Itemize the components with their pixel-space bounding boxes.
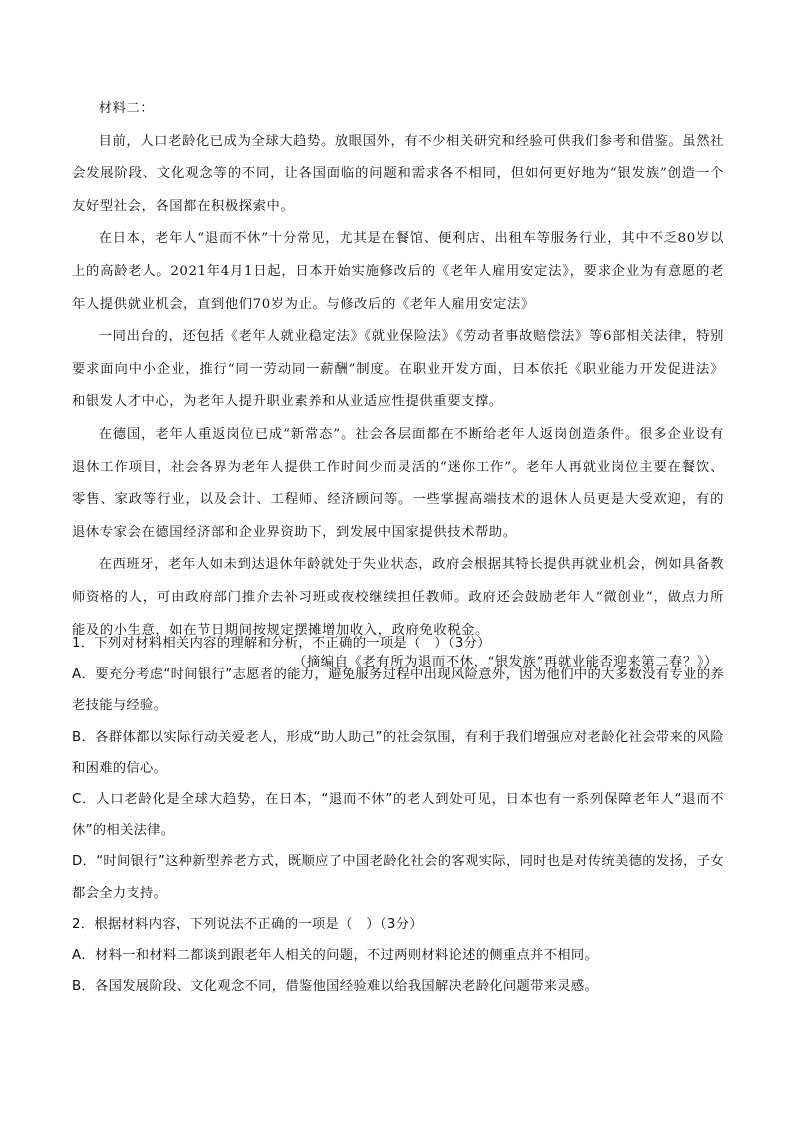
question-1-option-d: D．“时间银行”这种新型养老方式，既顺应了中国老龄化社会的客观实际，同时也是对传统美德的发扬，子女都会全力支持。 <box>72 854 724 901</box>
question-1-option-b: B．各群体都以实际行动关爱老人，形成“助人助己”的社会氛围，有利于我们增强应对老龄化社会带来的风险和困难的信心。 <box>72 729 724 776</box>
material-source: （摘编自《老有所为退而不休，“银发族”再就业能否迎来第二春？》） <box>292 655 718 671</box>
material-paragraph: 在日本，老年人“退而不休”十分常见，尤其是在餐馆、便利店、出租车等服务行业，其中不乏80岁以上的高龄老人。2021年4月1日起，日本开始实施修改后的《老年人雇用安定法》，要求企业为有意愿的老年人提供就业机会，直到他们70岁为止。与修改后的《老年人雇用安定法》 <box>72 231 724 312</box>
material-paragraph: 在德国，老年人重返岗位已成“新常态”。社会各层面都在不断给老年人返岗创造条件。很多企业设有退休工作项目，社会各界为老年人提供工作时间少而灵活的“迷你工作”。老年人再就业岗位主要在餐饮、零售、家政等行业，以及会计、工程师、经济顾问等。一些掌握高端技术的退休人员更是大受欢迎，有的退休专家会在德国经济部和企业界资助下，到发展中国家提供技术帮助。 <box>72 426 724 540</box>
question-1-option-a: A．要充分考虑“时间银行”志愿者的能力，避免服务过程中出现风险意外，因为他们中的大多数没有专业的养老技能与经验。 <box>72 667 724 714</box>
question-2-stem: 2．根据材料内容，下列说法不正确的一项是（ ）（3分） <box>72 916 423 932</box>
question-2-option-b: B．各国发展阶段、文化观念不同，借鉴他国经验难以给我国解决老龄化问题带来灵感。 <box>72 979 599 995</box>
material-paragraph: 在西班牙，老年人如未到达退休年龄就处于失业状态，政府会根据其特长提供再就业机会，例如具备教师资格的人，可由政府部门推介去补习班或夜校继续担任教师。政府还会鼓励老年人“微创业”，做点力所能及的小生意，如在节日期间按规定摆摊增加收入，政府免收税金。 <box>72 557 724 638</box>
question-1-option-c: C．人口老龄化是全球大趋势，在日本，“退而不休”的老人到处可见，日本也有一系列保障老年人“退而不休”的相关法律。 <box>72 792 724 839</box>
questions-section <box>72 628 724 1002</box>
question-2-option-a: A．材料一和材料二都谈到跟老年人相关的问题，不过两则材料论述的侧重点并不相同。 <box>72 948 599 964</box>
material-paragraph: 目前，人口老龄化已成为全球大趋势。放眼国外，有不少相关研究和经验可供我们参考和借鉴。虽然社会发展阶段、文化观念等的不同，让各国面临的问题和需求各不相同，但如何更好地为“银发族”创造一个友好型社会，各国都在积极探索中。 <box>72 133 724 214</box>
material-label: 材料二： <box>98 101 155 116</box>
material-two-section <box>72 93 724 680</box>
question-1-stem: 1．下列对材料相关内容的理解和分析，不正确的一项是（ ）（3分） <box>72 636 491 651</box>
material-paragraph: 一同出台的，还包括《老年人就业稳定法》《就业保险法》《劳动者事故赔偿法》等6部相关法律，特别要求面向中小企业，推行“同一劳动同一薪酬”制度。在职业开发方面，日本依托《职业能力开发促进法》和银发人才中心，为老年人提升职业素养和从业适应性提供重要支撑。 <box>72 329 724 410</box>
